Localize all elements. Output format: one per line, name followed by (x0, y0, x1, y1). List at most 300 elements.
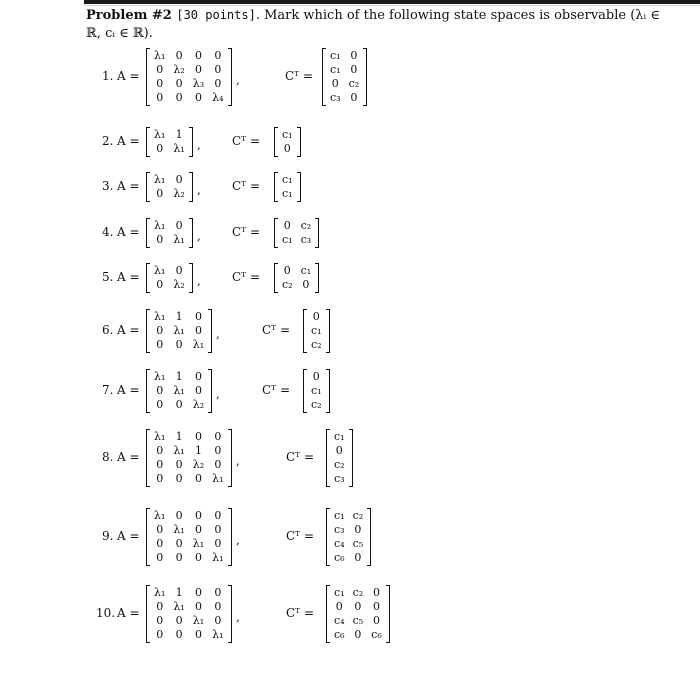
matrix-a (146, 585, 232, 643)
matrix-entry: 0 (350, 49, 358, 62)
matrix-row (278, 128, 297, 142)
matrix-entry: 0 (312, 370, 320, 383)
matrix-entry: 1 (175, 310, 183, 323)
matrix-row (150, 458, 228, 472)
matrix-row (150, 187, 189, 201)
matrix-entry: 0 (194, 430, 202, 443)
matrix-entry: c₆ (371, 628, 382, 641)
c-transpose-equals-label: Cᵀ = (285, 69, 314, 83)
matrix-entry: 0 (156, 338, 164, 351)
matrix-entry: c₃ (334, 523, 345, 536)
matrix-entry: λ₁ (192, 537, 205, 550)
matrix-entry: 0 (194, 63, 202, 76)
matrix-c-transpose (274, 218, 319, 248)
header-line-1 (86, 6, 686, 25)
matrix-entry: 0 (156, 458, 164, 471)
matrix-entry: c₁ (334, 509, 345, 522)
matrix-entry: 0 (194, 509, 202, 522)
matrix-a (146, 48, 232, 106)
matrix-entry: 0 (175, 537, 183, 550)
bracket-right (228, 508, 232, 566)
matrix-entry: 1 (175, 586, 183, 599)
matrix-entry: 0 (194, 91, 202, 104)
matrix-entry: c₆ (334, 551, 345, 564)
matrix-entry: 0 (194, 324, 202, 337)
matrix-row (330, 628, 386, 642)
a-equals-label: A = (117, 529, 140, 543)
matrix-row (150, 264, 189, 278)
matrix-row (330, 523, 367, 537)
bracket-left (274, 218, 278, 248)
matrix-a (146, 369, 212, 413)
matrix-entry: 0 (156, 233, 164, 246)
matrix-a (146, 429, 232, 487)
bracket-left (326, 508, 330, 566)
matrix-entry: c₁ (311, 324, 322, 337)
matrix-entry: c₂ (352, 509, 364, 522)
c-transpose-equals-label: Cᵀ = (232, 270, 261, 284)
matrix-c-transpose (274, 263, 319, 293)
matrix-row (307, 398, 326, 412)
matrix-row (150, 551, 228, 565)
matrix-entry: 0 (175, 509, 183, 522)
matrix-row (150, 278, 189, 292)
matrix-entry: 0 (194, 523, 202, 536)
matrix-entry: 0 (156, 187, 164, 200)
matrix-entry: 0 (214, 444, 222, 457)
c-transpose-equals-label: Cᵀ = (232, 225, 261, 239)
problem-number: 6. (102, 323, 114, 337)
bracket-right (386, 585, 390, 643)
matrix-row (330, 430, 349, 444)
bracket-right (349, 429, 353, 487)
matrix-entry: 0 (175, 551, 183, 564)
matrix-row (330, 458, 349, 472)
a-equals-label: A = (117, 383, 140, 397)
matrix-row (150, 509, 228, 523)
matrix-row (307, 370, 326, 384)
bracket-right (189, 127, 193, 157)
a-equals-label: A = (117, 179, 140, 193)
matrix-entry: 0 (194, 384, 202, 397)
matrix-entry: c₃ (330, 91, 341, 104)
c-transpose-equals-label: Cᵀ = (286, 450, 315, 464)
matrix-row (307, 384, 326, 398)
bracket-right (363, 48, 367, 106)
problem-number: 9. (102, 529, 114, 543)
matrix-entry: 0 (194, 370, 202, 383)
matrix-entry: λ₁ (173, 384, 185, 397)
matrix-row (150, 338, 208, 352)
problem-number: 2. (102, 134, 114, 148)
matrix-entry: c₂ (348, 77, 360, 90)
matrix-entry: λ₁ (173, 233, 185, 246)
matrix-entry: 0 (156, 278, 164, 291)
matrix-entry: c₃ (300, 233, 312, 246)
bracket-left (146, 127, 150, 157)
c-transpose-equals-label: Cᵀ = (232, 179, 261, 193)
matrix-row (330, 509, 367, 523)
matrix-row (150, 49, 228, 63)
matrix-entry: λ₂ (192, 398, 205, 411)
matrix-row (326, 49, 363, 63)
matrix-row (150, 586, 228, 600)
matrix-entry: 0 (175, 49, 183, 62)
matrix-a (146, 218, 193, 248)
matrix-row (150, 398, 208, 412)
matrix-c-transpose (303, 309, 330, 353)
problem-number: 8. (102, 450, 114, 464)
matrix-entry: λ₁ (154, 586, 166, 599)
matrix-entry: λ₁ (212, 551, 224, 564)
matrix-a (146, 172, 193, 202)
matrix-c-transpose (274, 127, 301, 157)
bracket-right (228, 585, 232, 643)
matrix-entry: 0 (372, 586, 380, 599)
bracket-right (208, 309, 212, 353)
matrix-entry: 0 (214, 586, 222, 599)
matrix-entry: λ₁ (173, 444, 185, 457)
bracket-right (297, 127, 301, 157)
bracket-left (146, 218, 150, 248)
matrix-entry: 0 (214, 600, 222, 613)
matrix-entry: 0 (175, 458, 183, 471)
bracket-right (326, 309, 330, 353)
matrix-entry: λ₁ (154, 219, 166, 232)
matrix-entry: c₁ (311, 384, 322, 397)
matrix-entry: 0 (214, 49, 222, 62)
matrix-entry: 0 (156, 523, 164, 536)
matrix-entry: 0 (156, 77, 164, 90)
matrix-entry: 0 (350, 91, 358, 104)
matrix-entry: 0 (156, 91, 164, 104)
matrix-entry: λ₁ (173, 600, 185, 613)
matrix-entry: c₁ (282, 173, 293, 186)
bracket-right (315, 263, 319, 293)
matrix-entry: 0 (372, 614, 380, 627)
matrix-row (150, 77, 228, 91)
matrix-entry: 0 (331, 77, 339, 90)
matrix-entry: λ₃ (192, 77, 205, 90)
matrix-entry: 0 (175, 398, 183, 411)
matrix-row (150, 219, 189, 233)
problem-number: 4. (102, 225, 114, 239)
matrix-entry: 0 (156, 614, 164, 627)
comma-separator: , (236, 454, 240, 468)
matrix-entry: c₁ (330, 49, 341, 62)
matrix-row (278, 187, 297, 201)
matrix-entry: 0 (175, 264, 183, 277)
matrix-entry: 0 (156, 63, 164, 76)
matrix-row (330, 551, 367, 565)
matrix-entry: 0 (156, 142, 164, 155)
matrix-entry: c₁ (334, 586, 345, 599)
matrix-row (150, 444, 228, 458)
matrix-row (278, 173, 297, 187)
matrix-row (307, 324, 326, 338)
matrix-entry: 0 (194, 628, 202, 641)
matrix-row (326, 63, 363, 77)
problem-number: 1. (102, 69, 114, 83)
a-equals-label: A = (117, 134, 140, 148)
matrix-entry: c₂ (352, 586, 364, 599)
matrix-row (150, 233, 189, 247)
matrix-entry: 0 (283, 142, 291, 155)
bracket-left (146, 263, 150, 293)
matrix-c-transpose (303, 369, 330, 413)
matrix-a (146, 263, 193, 293)
matrix-row (330, 444, 349, 458)
matrix-entry: λ₁ (154, 173, 166, 186)
matrix-row (150, 370, 208, 384)
matrix-entry: 0 (175, 77, 183, 90)
matrix-a (146, 508, 232, 566)
matrix-row (330, 600, 386, 614)
matrix-entry: λ₂ (173, 187, 185, 200)
matrix-row (278, 233, 315, 247)
matrix-row (330, 586, 386, 600)
matrix-row (150, 430, 228, 444)
a-equals-label: A = (117, 606, 140, 620)
bracket-right (228, 429, 232, 487)
matrix-entry: 1 (175, 430, 183, 443)
bracket-right (189, 172, 193, 202)
matrix-entry: λ₂ (173, 278, 185, 291)
matrix-c-transpose (274, 172, 301, 202)
matrix-entry: 0 (175, 91, 183, 104)
c-transpose-equals-label: Cᵀ = (262, 323, 291, 337)
matrix-entry: c₁ (330, 63, 341, 76)
matrix-entry: 0 (194, 551, 202, 564)
bracket-right (367, 508, 371, 566)
matrix-row (278, 142, 297, 156)
matrix-entry: 0 (214, 537, 222, 550)
matrix-c-transpose (326, 585, 390, 643)
matrix-row (150, 614, 228, 628)
matrix-entry: 0 (156, 324, 164, 337)
matrix-entry: 0 (156, 628, 164, 641)
top-border (84, 0, 700, 4)
matrix-entry: 0 (156, 398, 164, 411)
bracket-left (274, 263, 278, 293)
matrix-entry: 0 (214, 458, 222, 471)
matrix-row (150, 537, 228, 551)
matrix-entry: 0 (175, 472, 183, 485)
matrix-entry: 0 (156, 444, 164, 457)
bracket-left (274, 172, 278, 202)
bracket-right (315, 218, 319, 248)
matrix-entry: λ₁ (173, 523, 185, 536)
matrix-row (150, 142, 189, 156)
matrix-row (330, 537, 367, 551)
matrix-entry: λ₁ (173, 324, 185, 337)
a-equals-label: A = (117, 270, 140, 284)
bracket-left (146, 369, 150, 413)
comma-separator: , (216, 327, 220, 341)
matrix-entry: c₁ (282, 187, 293, 200)
c-transpose-equals-label: Cᵀ = (286, 529, 315, 543)
matrix-entry: 0 (214, 509, 222, 522)
matrix-row (278, 264, 315, 278)
matrix-row (326, 77, 363, 91)
problem-title: Problem #2 (86, 8, 177, 23)
matrix-entry: 1 (175, 128, 183, 141)
matrix-entry: 0 (194, 310, 202, 323)
matrix-entry: 0 (175, 338, 183, 351)
matrix-row (330, 472, 349, 486)
a-equals-label: A = (117, 323, 140, 337)
matrix-entry: c₂ (334, 458, 345, 471)
matrix-entry: c₆ (334, 628, 345, 641)
matrix-entry: 0 (354, 551, 362, 564)
matrix-entry: 0 (354, 523, 362, 536)
matrix-row (150, 310, 208, 324)
matrix-entry: λ₂ (192, 458, 205, 471)
matrix-entry: 0 (194, 49, 202, 62)
matrix-entry: 0 (335, 444, 343, 457)
matrix-entry: 0 (194, 586, 202, 599)
matrix-entry: λ₁ (154, 49, 166, 62)
bracket-right (297, 172, 301, 202)
c-transpose-equals-label: Cᵀ = (286, 606, 315, 620)
matrix-entry: c₅ (352, 614, 364, 627)
matrix-c-transpose (322, 48, 367, 106)
matrix-entry: 0 (175, 628, 183, 641)
matrix-entry: 0 (194, 472, 202, 485)
matrix-entry: 0 (354, 600, 362, 613)
bracket-left (274, 127, 278, 157)
matrix-row (307, 310, 326, 324)
matrix-entry: λ₁ (212, 628, 224, 641)
matrix-entry: λ₁ (154, 264, 166, 277)
matrix-entry: c₁ (282, 233, 293, 246)
matrix-entry: 0 (214, 614, 222, 627)
matrix-entry: 0 (156, 537, 164, 550)
comma-separator: , (197, 229, 201, 243)
matrix-entry: λ₁ (192, 338, 205, 351)
matrix-entry: c₂ (311, 398, 322, 411)
bracket-left (326, 429, 330, 487)
matrix-entry: 0 (214, 63, 222, 76)
bracket-right (326, 369, 330, 413)
matrix-c-transpose (326, 508, 371, 566)
bracket-left (146, 508, 150, 566)
matrix-entry: c₁ (282, 128, 293, 141)
matrix-entry: 0 (156, 472, 164, 485)
matrix-entry: λ₄ (212, 91, 224, 104)
matrix-entry: 0 (175, 614, 183, 627)
matrix-row (150, 324, 208, 338)
matrix-c-transpose (326, 429, 353, 487)
matrix-row (150, 600, 228, 614)
matrix-entry: 0 (350, 63, 358, 76)
bracket-left (326, 585, 330, 643)
comma-separator: , (236, 610, 240, 624)
matrix-entry: c₁ (300, 264, 312, 277)
matrix-entry: c₃ (334, 472, 345, 485)
matrix-entry: 0 (302, 278, 310, 291)
matrix-entry: c₄ (334, 537, 345, 550)
bracket-left (322, 48, 326, 106)
matrix-row (150, 173, 189, 187)
matrix-row (150, 63, 228, 77)
matrix-row (150, 523, 228, 537)
matrix-entry: 0 (214, 523, 222, 536)
matrix-entry: 1 (194, 444, 202, 457)
matrix-row (150, 628, 228, 642)
matrix-entry: 0 (214, 77, 222, 90)
c-transpose-equals-label: Cᵀ = (262, 383, 291, 397)
bracket-left (146, 429, 150, 487)
bracket-left (303, 309, 307, 353)
matrix-row (326, 91, 363, 105)
matrix-entry: 0 (156, 384, 164, 397)
bracket-right (208, 369, 212, 413)
problem-number: 5. (102, 270, 114, 284)
matrix-entry: 0 (175, 219, 183, 232)
matrix-entry: λ₁ (154, 310, 166, 323)
matrix-entry: 0 (214, 430, 222, 443)
comma-separator: , (197, 183, 201, 197)
a-equals-label: A = (117, 225, 140, 239)
matrix-entry: λ₁ (154, 509, 166, 522)
matrix-row (330, 614, 386, 628)
points-label: [30 points] (176, 8, 256, 22)
matrix-entry: c₄ (334, 614, 345, 627)
matrix-row (278, 278, 315, 292)
comma-separator: , (236, 73, 240, 87)
matrix-entry: λ₂ (173, 63, 185, 76)
problem-number: 10. (96, 606, 116, 620)
matrix-row (278, 219, 315, 233)
bracket-left (303, 369, 307, 413)
matrix-a (146, 309, 212, 353)
matrix-row (150, 91, 228, 105)
matrix-entry: λ₁ (154, 128, 166, 141)
bracket-left (146, 172, 150, 202)
matrix-entry: 0 (312, 310, 320, 323)
a-equals-label: A = (117, 69, 140, 83)
a-equals-label: A = (117, 450, 140, 464)
matrix-entry: 0 (156, 551, 164, 564)
matrix-entry: c₂ (311, 338, 322, 351)
matrix-entry: c₁ (334, 430, 345, 443)
problem-header (86, 6, 686, 43)
matrix-row (150, 472, 228, 486)
matrix-entry: λ₁ (212, 472, 224, 485)
matrix-entry: 0 (354, 628, 362, 641)
instructions-text-end: ᵢ ∈ (643, 8, 660, 23)
matrix-entry: c₂ (300, 219, 312, 232)
bracket-right (189, 263, 193, 293)
matrix-row (150, 128, 189, 142)
problem-number: 3. (102, 179, 114, 193)
matrix-entry: 0 (283, 219, 291, 232)
matrix-entry: λ₁ (154, 370, 166, 383)
header-line-2: ℝ, cᵢ ∈ ℝ). (86, 26, 153, 41)
matrix-entry: 0 (372, 600, 380, 613)
instructions-text: . Mark which of the following state spaces is observable (λ (255, 8, 644, 23)
matrix-entry: c₂ (282, 278, 293, 291)
matrix-entry: c₅ (352, 537, 364, 550)
matrix-entry: λ₁ (173, 142, 185, 155)
matrix-entry: 1 (175, 370, 183, 383)
bracket-left (146, 585, 150, 643)
bracket-right (228, 48, 232, 106)
matrix-entry: λ₁ (192, 614, 205, 627)
matrix-entry: 0 (194, 600, 202, 613)
comma-separator: , (216, 387, 220, 401)
